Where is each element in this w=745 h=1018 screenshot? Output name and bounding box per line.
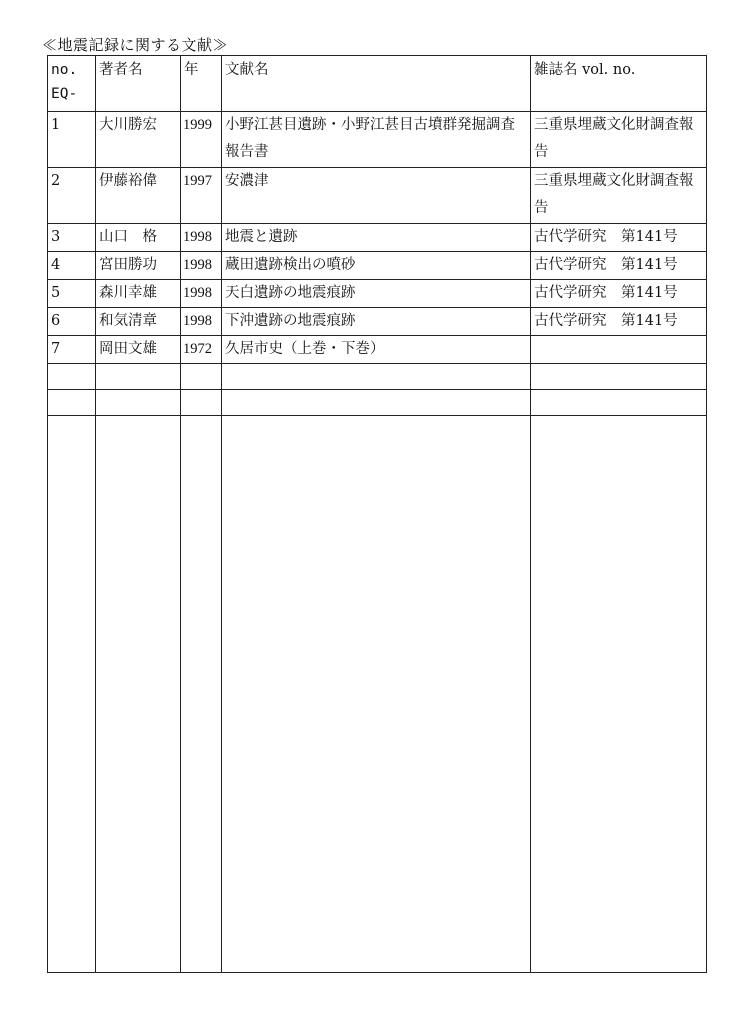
table-row xyxy=(48,252,707,280)
cell-journal: 古代学研究 第141号 xyxy=(531,252,707,280)
empty-cell xyxy=(181,416,222,973)
cell-year: 1998 xyxy=(181,308,222,336)
cell-year: 1999 xyxy=(181,112,222,168)
cell-journal: 三重県埋蔵文化財調査報告 xyxy=(531,112,707,168)
header-no-line2: EQ- xyxy=(51,86,78,102)
cell-journal: 古代学研究 第141号 xyxy=(531,308,707,336)
header-no xyxy=(48,56,96,112)
empty-cell xyxy=(222,416,531,973)
cell-author: 伊藤裕偉 xyxy=(96,168,181,224)
cell-author: 森川幸雄 xyxy=(96,280,181,308)
header-author: 著者名 xyxy=(96,56,181,112)
header-title: 文献名 xyxy=(222,56,531,112)
empty-cell xyxy=(48,416,96,973)
cell-author: 山口 格 xyxy=(96,224,181,252)
cell-author: 岡田文雄 xyxy=(96,336,181,364)
empty-cell xyxy=(96,416,181,973)
cell-title: 小野江甚目遺跡・小野江甚目古墳群発掘調査報告書 xyxy=(222,112,531,168)
header-year: 年 xyxy=(181,56,222,112)
empty-cell xyxy=(181,364,222,390)
cell-title: 下沖遺跡の地震痕跡 xyxy=(222,308,531,336)
table-row xyxy=(48,168,707,224)
table-row xyxy=(48,280,707,308)
header-journal: 雑誌名 vol. no. xyxy=(531,56,707,112)
cell-no: 6 xyxy=(48,308,96,336)
cell-no: 2 xyxy=(48,168,96,224)
cell-journal: 古代学研究 第141号 xyxy=(531,224,707,252)
cell-no: 1 xyxy=(48,112,96,168)
empty-cell xyxy=(222,364,531,390)
cell-title: 蔵田遺跡検出の噴砂 xyxy=(222,252,531,280)
cell-year: 1972 xyxy=(181,336,222,364)
cell-no: 4 xyxy=(48,252,96,280)
empty-cell xyxy=(181,390,222,416)
empty-cell xyxy=(531,416,707,973)
cell-no: 5 xyxy=(48,280,96,308)
cell-year: 1998 xyxy=(181,224,222,252)
reference-table xyxy=(47,55,707,973)
cell-year: 1998 xyxy=(181,252,222,280)
table-row xyxy=(48,308,707,336)
table-header-row xyxy=(48,56,707,112)
table-row xyxy=(48,112,707,168)
cell-author: 宮田勝功 xyxy=(96,252,181,280)
cell-journal xyxy=(531,336,707,364)
empty-cell xyxy=(96,390,181,416)
empty-cell xyxy=(531,364,707,390)
cell-author: 大川勝宏 xyxy=(96,112,181,168)
empty-table-row xyxy=(48,364,707,390)
cell-author: 和気清章 xyxy=(96,308,181,336)
table-row xyxy=(48,224,707,252)
empty-cell xyxy=(48,364,96,390)
cell-title: 久居市史（上巻・下巻） xyxy=(222,336,531,364)
cell-title: 天白遺跡の地震痕跡 xyxy=(222,280,531,308)
empty-cell xyxy=(48,390,96,416)
cell-no: 3 xyxy=(48,224,96,252)
empty-table-row xyxy=(48,390,707,416)
page-title: ≪地震記録に関する文献≫ xyxy=(42,36,229,54)
cell-journal: 三重県埋蔵文化財調査報告 xyxy=(531,168,707,224)
empty-table-row xyxy=(48,416,707,973)
cell-year: 1998 xyxy=(181,280,222,308)
cell-title: 地震と遺跡 xyxy=(222,224,531,252)
table-row xyxy=(48,336,707,364)
header-no-line1: no. xyxy=(51,62,78,78)
empty-cell xyxy=(96,364,181,390)
empty-cell xyxy=(222,390,531,416)
empty-cell xyxy=(531,390,707,416)
cell-journal: 古代学研究 第141号 xyxy=(531,280,707,308)
cell-no: 7 xyxy=(48,336,96,364)
cell-year: 1997 xyxy=(181,168,222,224)
cell-title: 安濃津 xyxy=(222,168,531,224)
